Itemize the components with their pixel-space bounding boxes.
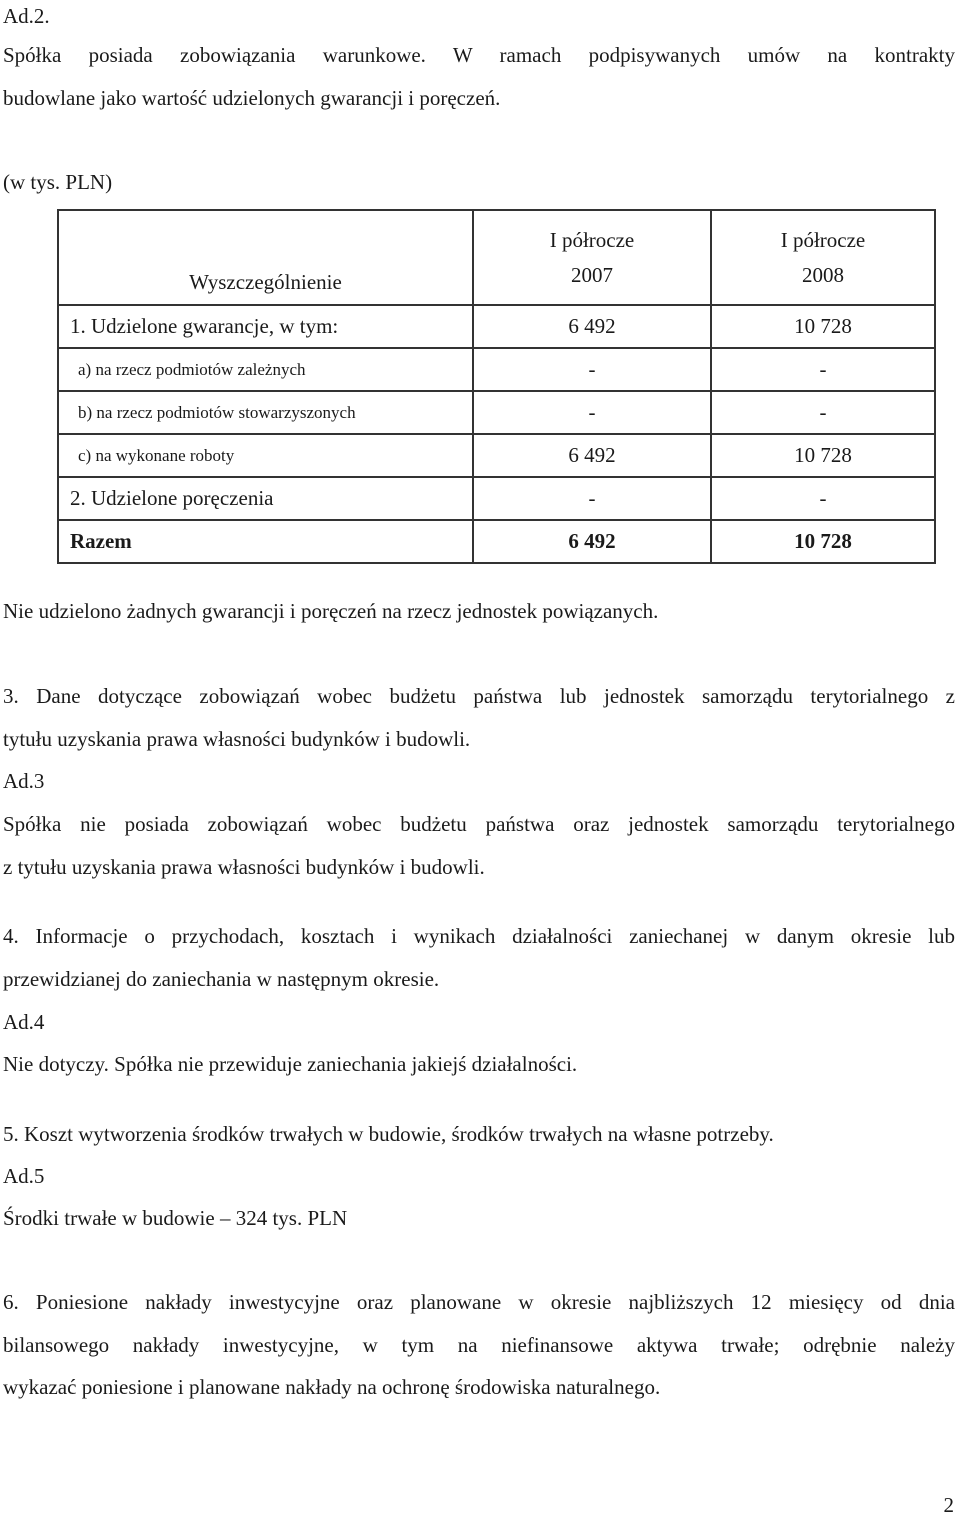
header-period-label: I półrocze	[780, 227, 866, 252]
row-value-2008: -	[711, 477, 935, 520]
header-year: 2008	[802, 262, 844, 287]
paragraph-line: budowlane jako wartość udzielonych gwarancji i poręczeń.	[3, 86, 501, 110]
total-value-2008: 10 728	[711, 520, 935, 563]
paragraph-line: Środki trwałe w budowie – 324 tys. PLN	[3, 1206, 348, 1230]
row-value-2008: -	[711, 348, 935, 391]
row-value-2007: -	[473, 391, 711, 434]
section-heading-ad3: Ad.3	[3, 769, 45, 793]
row-label: c) na wykonane roboty	[58, 434, 473, 477]
row-value-2007: 6 492	[473, 305, 711, 348]
header-period-label: I półrocze	[549, 227, 635, 252]
section-heading-ad5: Ad.5	[3, 1164, 45, 1188]
page-number: 2	[943, 1493, 954, 1517]
paragraph-line: Nie dotyczy. Spółka nie przewiduje zaniechania jakiejś działalności.	[3, 1052, 578, 1076]
section-heading-4-cont: przewidzianej do zaniechania w następnym okresie.	[3, 967, 440, 991]
row-label: 1. Udzielone gwarancje, w tym:	[58, 305, 473, 348]
section-heading-5: 5. Koszt wytworzenia środków trwałych w budowie, środków trwałych na własne potrzeby.	[3, 1122, 774, 1146]
section-heading-6-cont: bilansowego nakłady inwestycyjne, w tym na niefinansowe aktywa trwałe; odrębnie należy	[3, 1333, 955, 1357]
table-row	[58, 348, 935, 391]
row-value-2007: -	[473, 348, 711, 391]
table-header-row	[58, 210, 935, 305]
row-label: a) na rzecz podmiotów zależnych	[58, 348, 473, 391]
guarantees-table	[57, 209, 936, 564]
paragraph-line: Nie udzielono żadnych gwarancji i poręczeń na rzecz jednostek powiązanych.	[3, 599, 659, 623]
paragraph-line: Spółka posiada zobowiązania warunkowe. W ramach podpisywanych umów na kontrakty	[3, 43, 955, 67]
table-row	[58, 391, 935, 434]
section-heading-4: 4. Informacje o przychodach, kosztach i wynikach działalności zaniechanej w danym okresie lub	[3, 924, 955, 948]
paragraph-line: z tytułu uzyskania prawa własności budynków i budowli.	[3, 855, 485, 879]
section-heading-3-cont: tytułu uzyskania prawa własności budynków i budowli.	[3, 727, 471, 751]
row-value-2007: -	[473, 477, 711, 520]
table-total-row	[58, 520, 935, 563]
total-label: Razem	[58, 520, 473, 563]
row-label: 2. Udzielone poręczenia	[58, 477, 473, 520]
section-heading-6-cont: wykazać poniesione i planowane nakłady na ochronę środowiska naturalnego.	[3, 1375, 661, 1399]
section-heading-ad2: Ad.2.	[3, 4, 50, 28]
total-value-2007: 6 492	[473, 520, 711, 563]
row-value-2008: -	[711, 391, 935, 434]
row-label: b) na rzecz podmiotów stowarzyszonych	[58, 391, 473, 434]
header-year: 2007	[571, 262, 613, 287]
paragraph-line: Spółka nie posiada zobowiązań wobec budżetu państwa oraz jednostek samorządu terytorialnego	[3, 812, 955, 836]
row-value-2008: 10 728	[711, 434, 935, 477]
section-heading-3: 3. Dane dotyczące zobowiązań wobec budżetu państwa lub jednostek samorządu terytorialnego z	[3, 684, 955, 708]
header-2007	[473, 210, 711, 305]
row-value-2007: 6 492	[473, 434, 711, 477]
section-heading-6: 6. Poniesione nakłady inwestycyjne oraz planowane w okresie najbliższych 12 miesięcy od dnia	[3, 1290, 955, 1314]
section-heading-ad4: Ad.4	[3, 1010, 45, 1034]
table-row	[58, 305, 935, 348]
table-row	[58, 477, 935, 520]
header-2008	[711, 210, 935, 305]
header-description: Wyszczególnienie	[58, 210, 473, 305]
table-row	[58, 434, 935, 477]
unit-label: (w tys. PLN)	[3, 170, 113, 194]
row-value-2008: 10 728	[711, 305, 935, 348]
